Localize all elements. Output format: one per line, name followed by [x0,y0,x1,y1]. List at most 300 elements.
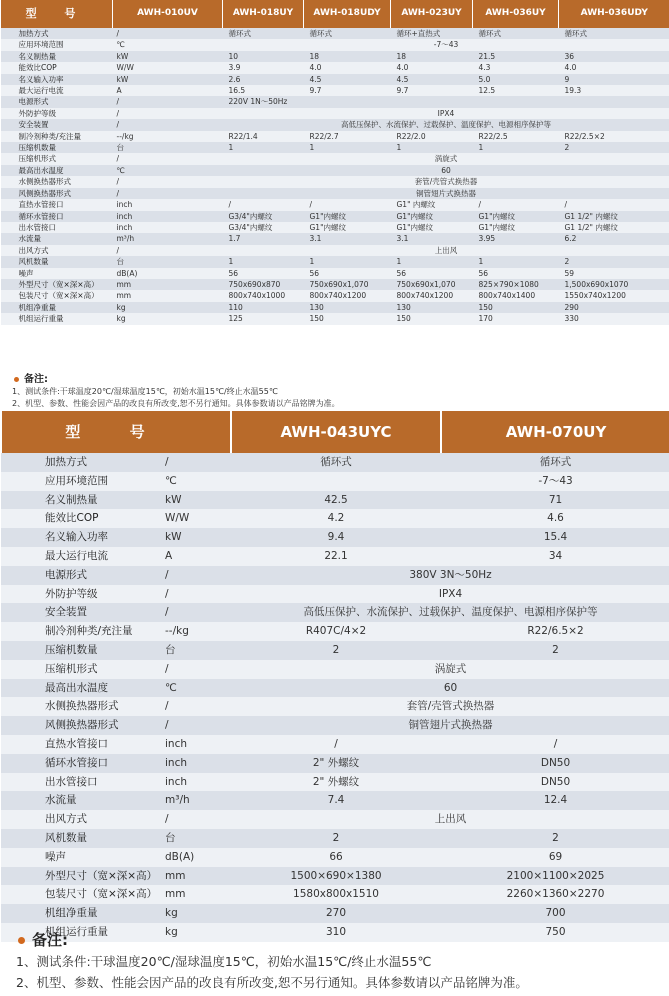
spec-value: R22/1.4 [223,131,304,142]
model-header-cell: AWH-018UY [223,0,304,28]
spec-label: 风侧换热器形式 [1,716,161,735]
spec-value: 125 [223,313,304,324]
spec-value-span: 上出风 [231,810,669,829]
spec-value: 130 [304,302,391,313]
spec-value: 1500×690×1380 [231,867,441,886]
spec-value: 6.2 [559,233,669,244]
spec-label: 加热方式 [1,453,161,472]
spec-value: 290 [559,302,669,313]
spec-label: 名义制热量 [1,51,113,62]
spec-label: 机组净重量 [1,904,161,923]
spec-label: 机组运行重量 [1,923,161,942]
spec-value: 42.5 [231,491,441,510]
spec-unit: kg [161,923,231,942]
spec-value: 750x690x1,070 [391,279,473,290]
spec-unit: --/kg [161,622,231,641]
spec-row [1,773,669,792]
spec-value: 1 [304,256,391,267]
spec-row [1,131,669,142]
spec-value: G3/4"内螺纹 [223,222,304,233]
spec-label: 直热水管接口 [1,199,113,210]
spec-unit: m³/h [161,791,231,810]
spec-value: 1.7 [223,233,304,244]
spec-label: 外防护等级 [1,585,161,604]
spec-value: 150 [304,313,391,324]
spec-unit: inch [161,773,231,792]
spec-value: 170 [473,313,559,324]
spec-value: 7.4 [231,791,441,810]
spec-unit: 台 [161,829,231,848]
spec-row [1,39,669,50]
spec-label: 循环水管接口 [1,754,161,773]
spec-label: 水流量 [1,791,161,810]
model-header-cell: AWH-036UDY [559,0,669,28]
spec-value: 9.7 [304,85,391,96]
spec-row [1,279,669,290]
spec-value: 4.3 [473,62,559,73]
spec-label: 水流量 [1,233,113,244]
spec-value: / [559,199,669,210]
spec-value: 19.3 [559,85,669,96]
spec-row [1,290,669,301]
spec-value: 4.5 [391,74,473,85]
spec-unit: W/W [113,62,223,73]
spec-label: 水侧换热器形式 [1,697,161,716]
spec-value-span: 380V 3N～50Hz [231,566,669,585]
spec-value: 12.5 [473,85,559,96]
spec-row [1,119,669,130]
spec-unit: / [161,716,231,735]
spec-unit: kg [113,302,223,313]
spec-unit: kW [161,491,231,510]
spec-label: 噪声 [1,848,161,867]
spec-label: 名义输入功率 [1,74,113,85]
spec-value: R22/6.5×2 [441,622,669,641]
spec-unit: / [113,153,223,164]
spec-unit: / [161,810,231,829]
spec-label: 噪声 [1,268,113,279]
spec-value: 3.95 [473,233,559,244]
spec-value: 循环式 [231,453,441,472]
spec-label: 最高出水温度 [1,679,161,698]
spec-value: 4.0 [304,62,391,73]
spec-unit: ℃ [113,165,223,176]
spec-row [1,829,669,848]
spec-value: 12.4 [441,791,669,810]
spec-value: 750x690x1,070 [304,279,391,290]
note-line: 2、机型、参数、性能会因产品的改良有所改变,恕不另行通知。具体参数请以产品铭牌为准。 [12,399,340,408]
spec-value: 56 [304,268,391,279]
spec-value: R22/2.5 [473,131,559,142]
spec-value: 1 [473,142,559,153]
notes-1 [0,374,340,410]
spec-value: R407C/4×2 [231,622,441,641]
spec-row [1,716,669,735]
spec-value: 69 [441,848,669,867]
spec-label: 包装尺寸（宽×深×高） [1,885,161,904]
spec-label: 电源形式 [1,96,113,107]
spec-table-1 [0,0,669,325]
spec-table-1-body [1,28,669,325]
spec-label: 机组净重量 [1,302,113,313]
spec-row [1,142,669,153]
spec-label: 制冷剂种类/充注量 [1,622,161,641]
spec-value: 15.4 [441,528,669,547]
spec-value: 2 [559,256,669,267]
spec-label: 压缩机数量 [1,142,113,153]
spec-row [1,885,669,904]
spec-value: 循环式 [223,28,304,39]
spec-value: 3.9 [223,62,304,73]
spec-row [1,188,669,199]
spec-value: 9.4 [231,528,441,547]
spec-value: 330 [559,313,669,324]
spec-unit: / [113,245,223,256]
spec-unit: inch [113,199,223,210]
spec-value: 1 [391,256,473,267]
spec-row [1,302,669,313]
spec-value: 2.6 [223,74,304,85]
model-header-cell: AWH-036UY [473,0,559,28]
spec-value-span: -7～43 [223,39,669,50]
spec-label: 加热方式 [1,28,113,39]
spec-value: 4.2 [231,509,441,528]
spec-value: 825×790×1080 [473,279,559,290]
spec-row [1,472,669,491]
spec-value: DN50 [441,773,669,792]
spec-label: 最大运行电流 [1,547,161,566]
spec-value: R22/2.7 [304,131,391,142]
spec-label: 出风方式 [1,245,113,256]
spec-value: 循环式 [559,28,669,39]
spec-value: 4.6 [441,509,669,528]
spec-value: 56 [391,268,473,279]
spec-value: 56 [473,268,559,279]
spec-label: 名义制热量 [1,491,161,510]
spec-value: 循环式 [441,453,669,472]
spec-row [1,62,669,73]
spec-value: 循环+直热式 [391,28,473,39]
spec-row [1,165,669,176]
spec-unit: / [161,453,231,472]
spec-label: 出水管接口 [1,773,161,792]
spec-label: 外防护等级 [1,108,113,119]
spec-value: / [473,199,559,210]
spec-unit: mm [113,290,223,301]
spec-value: 71 [441,491,669,510]
note-line: 2、机型、参数、性能会因产品的改良有所改变,恕不另行通知。具体参数请以产品铭牌为准。 [16,975,528,990]
spec-value: G1"内螺纹 [304,211,391,222]
spec-table-2-body [1,453,669,942]
model-header-cell: AWH-010UV [113,0,223,28]
spec-value: 9 [559,74,669,85]
spec-value: 36 [559,51,669,62]
spec-row [1,85,669,96]
spec-value: 2" 外螺纹 [231,754,441,773]
spec-value: 750x690x870 [223,279,304,290]
spec-row [1,528,669,547]
spec-value: 1550x740x1200 [559,290,669,301]
spec-row [1,313,669,324]
spec-unit: mm [161,885,231,904]
spec-value: 1 [304,142,391,153]
spec-row [1,491,669,510]
spec-value: 220V 1N～50Hz [223,96,304,107]
spec-value: G1"内螺纹 [473,211,559,222]
spec-value: 16.5 [223,85,304,96]
spec-value: 2100×1100×2025 [441,867,669,886]
bullet-dot-icon [14,377,19,382]
spec-unit: / [113,108,223,119]
spec-table-2 [0,411,669,942]
spec-value: 4.5 [304,74,391,85]
spec-row [1,585,669,604]
spec-value: 150 [473,302,559,313]
model-header-label: 型 号 [1,0,113,28]
spec-unit: / [161,585,231,604]
spec-label: 能效比COP [1,62,113,73]
spec-row [1,108,669,119]
spec-row [1,233,669,244]
spec-unit: mm [161,867,231,886]
spec-label: 最高出水温度 [1,165,113,176]
spec-row [1,222,669,233]
spec-label: 出风方式 [1,810,161,829]
spec-value: 2 [441,641,669,660]
spec-value-span: 涡旋式 [231,660,669,679]
spec-label: 循环水管接口 [1,211,113,222]
spec-label: 压缩机形式 [1,153,113,164]
spec-value: 2" 外螺纹 [231,773,441,792]
spec-label: 压缩机形式 [1,660,161,679]
spec-value: 3.1 [391,233,473,244]
spec-value: 150 [391,313,473,324]
spec-value: 2 [441,829,669,848]
notes-2 [0,930,528,993]
spec-value: 9.7 [391,85,473,96]
spec-label: 最大运行电流 [1,85,113,96]
spec-unit: dB(A) [161,848,231,867]
model-header-cell: AWH-023UY [391,0,473,28]
spec-row [1,603,669,622]
spec-label: 安全装置 [1,119,113,130]
model-header-label: 型 号 [1,411,231,453]
model-header-cell: AWH-043UYC [231,411,441,453]
spec-value-span: 60 [223,165,669,176]
spec-table-2-header [1,411,669,453]
spec-row [1,268,669,279]
spec-unit: inch [113,211,223,222]
spec-value: 1 [223,142,304,153]
spec-row [1,199,669,210]
spec-unit: ℃ [161,679,231,698]
spec-label: 机组运行重量 [1,313,113,324]
spec-value: 2 [559,142,669,153]
spec-row [1,96,669,107]
spec-value: 130 [391,302,473,313]
spec-value: 2 [231,829,441,848]
spec-label: 电源形式 [1,566,161,585]
spec-value: G1 1/2" 内螺纹 [559,211,669,222]
spec-value: G1" 内螺纹 [391,199,473,210]
spec-label: 直热水管接口 [1,735,161,754]
note-line: 1、测试条件:干球温度20℃/湿球温度15℃，初始水温15℃/终止水温55℃ [16,954,432,969]
spec-row [1,153,669,164]
spec-value: -7～43 [441,472,669,491]
spec-unit: kg [161,904,231,923]
spec-unit: 台 [113,142,223,153]
spec-unit: ℃ [161,472,231,491]
spec-value: R22/2.0 [391,131,473,142]
spec-value: / [231,735,441,754]
spec-value-span: 涡旋式 [223,153,669,164]
spec-row [1,566,669,585]
spec-value: 22.1 [231,547,441,566]
spec-value: 110 [223,302,304,313]
spec-unit: A [161,547,231,566]
spec-value-span: 60 [231,679,669,698]
spec-value: 800x740x1400 [473,290,559,301]
spec-value: 1 [223,256,304,267]
spec-value-span: 套管/壳管式换热器 [231,697,669,716]
spec-row [1,679,669,698]
spec-row [1,735,669,754]
spec-unit: / [113,176,223,187]
model-header-cell: AWH-018UDY [304,0,391,28]
spec-unit: mm [113,279,223,290]
spec-value: 18 [391,51,473,62]
spec-unit: / [161,603,231,622]
spec-row [1,176,669,187]
spec-value: 10 [223,51,304,62]
spec-value: 4.0 [559,62,669,73]
spec-value: 循环式 [473,28,559,39]
spec-row [1,810,669,829]
spec-value: / [441,735,669,754]
spec-value: G1"内螺纹 [304,222,391,233]
spec-row [1,660,669,679]
spec-row [1,245,669,256]
spec-value: G1"内螺纹 [391,222,473,233]
spec-table-1-header [1,0,669,28]
spec-unit: / [113,188,223,199]
spec-label: 风侧换热器形式 [1,188,113,199]
spec-unit: / [113,119,223,130]
spec-row [1,547,669,566]
spec-unit: / [161,660,231,679]
spec-value: G1"内螺纹 [473,222,559,233]
spec-row [1,848,669,867]
spec-value: 5.0 [473,74,559,85]
spec-unit: / [161,566,231,585]
spec-value: 2 [231,641,441,660]
spec-value: / [223,199,304,210]
spec-value: 700 [441,904,669,923]
spec-value: G1"内螺纹 [391,211,473,222]
spec-unit: kW [113,51,223,62]
spec-value: / [304,199,391,210]
spec-unit: kW [161,528,231,547]
spec-unit: kW [113,74,223,85]
spec-value-span: 铜管翅片式换热器 [231,716,669,735]
spec-row [1,641,669,660]
spec-value: 2260×1360×2270 [441,885,669,904]
spec-unit: inch [113,222,223,233]
spec-label: 外型尺寸（宽×深×高） [1,867,161,886]
spec-row [1,28,669,39]
spec-value-span: IPX4 [223,108,669,119]
spec-row [1,211,669,222]
spec-row [1,74,669,85]
spec-label: 水侧换热器形式 [1,176,113,187]
spec-value-span: 上出风 [223,245,669,256]
note-line: 1、测试条件:干球温度20℃/湿球温度15℃，初始水温15℃/终止水温55℃ [12,387,278,396]
spec-label: 出水管接口 [1,222,113,233]
spec-value: 56 [223,268,304,279]
spec-row [1,453,669,472]
notes-title: 备注: [0,930,528,951]
spec-value [231,472,441,491]
spec-label: 风机数量 [1,256,113,267]
spec-label: 安全装置 [1,603,161,622]
spec-value: 1 [391,142,473,153]
spec-value: 4.0 [391,62,473,73]
spec-value: 3.1 [304,233,391,244]
spec-label: 包装尺寸（宽×深×高） [1,290,113,301]
spec-value: 800x740x1200 [391,290,473,301]
spec-label: 能效比COP [1,509,161,528]
spec-value: G3/4"内螺纹 [223,211,304,222]
spec-row [1,791,669,810]
spec-label: 名义输入功率 [1,528,161,547]
spec-row [1,51,669,62]
spec-value: DN50 [441,754,669,773]
spec-value-span: 套管/壳管式换热器 [223,176,669,187]
spec-value: 59 [559,268,669,279]
spec-unit: --/kg [113,131,223,142]
spec-value: 800x740x1200 [304,290,391,301]
spec-row [1,622,669,641]
spec-value: 1,500x690x1070 [559,279,669,290]
spec-unit: 台 [113,256,223,267]
spec-value-span: 铜管翅片式换热器 [223,188,669,199]
spec-unit: / [113,28,223,39]
spec-unit: / [113,96,223,107]
spec-value: 21.5 [473,51,559,62]
spec-value: 34 [441,547,669,566]
spec-unit: inch [161,754,231,773]
spec-value-span: 高低压保护、水流保护、过载保护、温度保护、电源相序保护等 [231,603,669,622]
spec-value: 310 [231,923,441,942]
spec-unit: m³/h [113,233,223,244]
spec-value: 270 [231,904,441,923]
spec-label: 外型尺寸（宽×深×高） [1,279,113,290]
spec-value-span: IPX4 [231,585,669,604]
spec-row [1,697,669,716]
spec-row [1,904,669,923]
spec-unit: inch [161,735,231,754]
spec-value: 1 [473,256,559,267]
spec-label: 应用环境范围 [1,39,113,50]
notes-title: 备注: [0,374,340,386]
spec-label: 制冷剂种类/充注量 [1,131,113,142]
spec-value: 18 [304,51,391,62]
spec-row [1,256,669,267]
spec-value: 750 [441,923,669,942]
spec-row [1,754,669,773]
spec-unit: W/W [161,509,231,528]
spec-value: 1580x800x1510 [231,885,441,904]
